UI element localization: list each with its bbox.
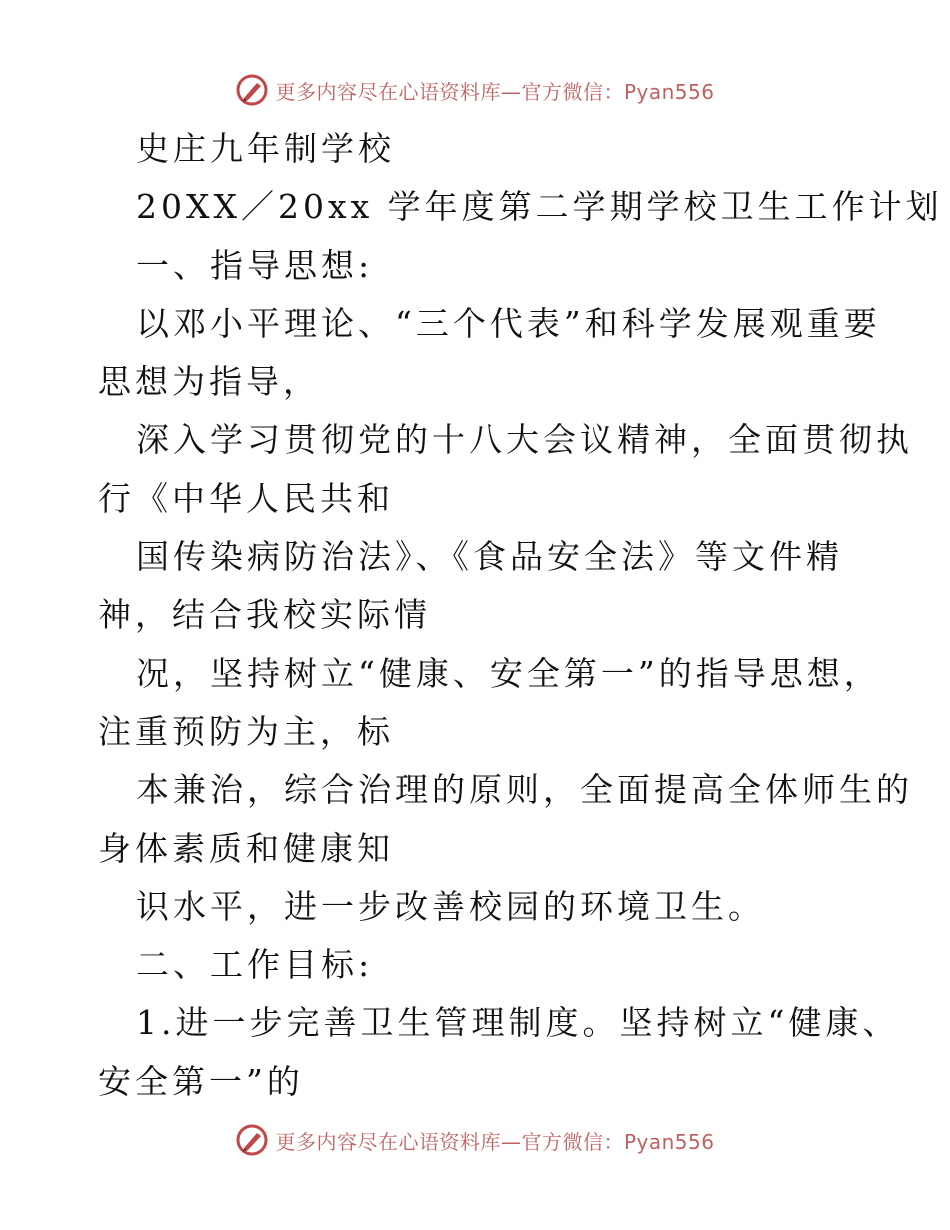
pen-circle-logo-icon [235, 73, 269, 107]
watermark-text: 更多内容尽在心语资料库—官方微信：Pyan556 [275, 1129, 715, 1154]
document-line: 身体素质和健康知 [98, 828, 394, 868]
document-line: 1.进一步完善卫生管理制度。坚持树立“健康、 [136, 1003, 900, 1043]
document-line: 况，坚持树立“健康、安全第一”的指导思想， [136, 653, 881, 693]
pen-circle-logo-icon [235, 1123, 269, 1157]
document-line: 深入学习贯彻党的十八大会议精神，全面贯彻执 [136, 420, 913, 460]
document-line: 二、工作目标: [136, 945, 374, 985]
document-line: 以邓小平理论、“三个代表”和科学发展观重要 [136, 303, 881, 343]
document-line: 注重预防为主，标 [98, 711, 394, 751]
document-line: 识水平，进一步改善校园的环境卫生。 [136, 886, 765, 926]
document-line: 思想为指导， [98, 362, 320, 402]
document-line: 国传染病防治法》、《食品安全法》等文件精 [136, 537, 843, 577]
document-line: 20XX／20xx 学年度第二学期学校卫生工作计划 [136, 187, 943, 227]
document-line: 本兼治，综合治理的原则，全面提高全体师生的 [136, 770, 913, 810]
watermark-text: 更多内容尽在心语资料库—官方微信：Pyan556 [275, 79, 715, 104]
watermark-banner-bottom [0, 1118, 950, 1162]
watermark-banner-top [0, 68, 950, 112]
document-line: 行《中华人民共和 [98, 478, 394, 518]
document-line: 神，结合我校实际情 [98, 595, 431, 635]
document-line: 一、指导思想: [136, 245, 374, 285]
document-line: 安全第一”的 [98, 1061, 304, 1101]
document-body [98, 120, 943, 1111]
document-line: 史庄九年制学校 [136, 129, 395, 168]
